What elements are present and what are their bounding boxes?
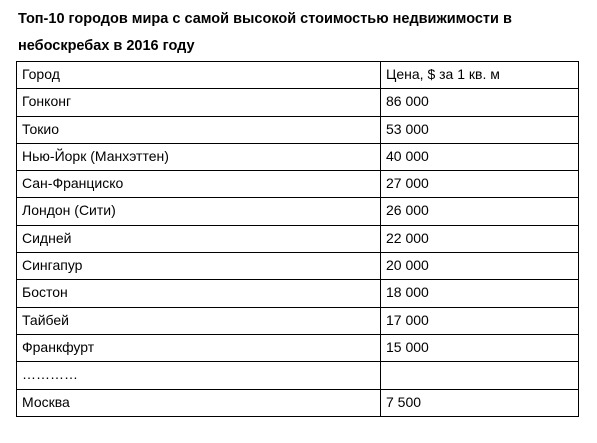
cell-price: 20 000 bbox=[381, 253, 579, 280]
cell-city: Тайбей bbox=[17, 307, 381, 334]
cell-price: 27 000 bbox=[381, 171, 579, 198]
cell-price: 22 000 bbox=[381, 225, 579, 252]
cell-price: 17 000 bbox=[381, 307, 579, 334]
cell-price: 86 000 bbox=[381, 89, 579, 116]
cell-price: 15 000 bbox=[381, 334, 579, 361]
cell-city: Нью-Йорк (Манхэттен) bbox=[17, 143, 381, 170]
cell-price: 18 000 bbox=[381, 280, 579, 307]
table-row bbox=[17, 225, 579, 252]
table-row bbox=[17, 389, 579, 416]
cell-city: Сан-Франциско bbox=[17, 171, 381, 198]
cell-city: Бостон bbox=[17, 280, 381, 307]
table-row bbox=[17, 171, 579, 198]
table-row bbox=[17, 334, 579, 361]
table-row bbox=[17, 143, 579, 170]
table-row bbox=[17, 253, 579, 280]
header-price: Цена, $ за 1 кв. м bbox=[381, 62, 579, 89]
cell-city: Франкфурт bbox=[17, 334, 381, 361]
cell-price: 53 000 bbox=[381, 116, 579, 143]
table-row bbox=[17, 307, 579, 334]
cell-city: Лондон (Сити) bbox=[17, 198, 381, 225]
cell-city: Гонконг bbox=[17, 89, 381, 116]
cell-city: Сидней bbox=[17, 225, 381, 252]
header-city: Город bbox=[17, 62, 381, 89]
cell-city: Сингапур bbox=[17, 253, 381, 280]
cell-price: 7 500 bbox=[381, 389, 579, 416]
cell-price bbox=[381, 362, 579, 389]
cell-price: 26 000 bbox=[381, 198, 579, 225]
table-row bbox=[17, 198, 579, 225]
table-row bbox=[17, 89, 579, 116]
cell-city: Москва bbox=[17, 389, 381, 416]
cell-city: Токио bbox=[17, 116, 381, 143]
table-row-ellipsis bbox=[17, 362, 579, 389]
table-row bbox=[17, 116, 579, 143]
document-title: Топ-10 городов мира с самой высокой стоимостью недвижимости в небоскребах в 2016 году bbox=[18, 11, 512, 54]
cell-price: 40 000 bbox=[381, 143, 579, 170]
price-table bbox=[16, 61, 579, 417]
table-row bbox=[17, 280, 579, 307]
table-header-row bbox=[17, 62, 579, 89]
cell-city: ………… bbox=[17, 362, 381, 389]
